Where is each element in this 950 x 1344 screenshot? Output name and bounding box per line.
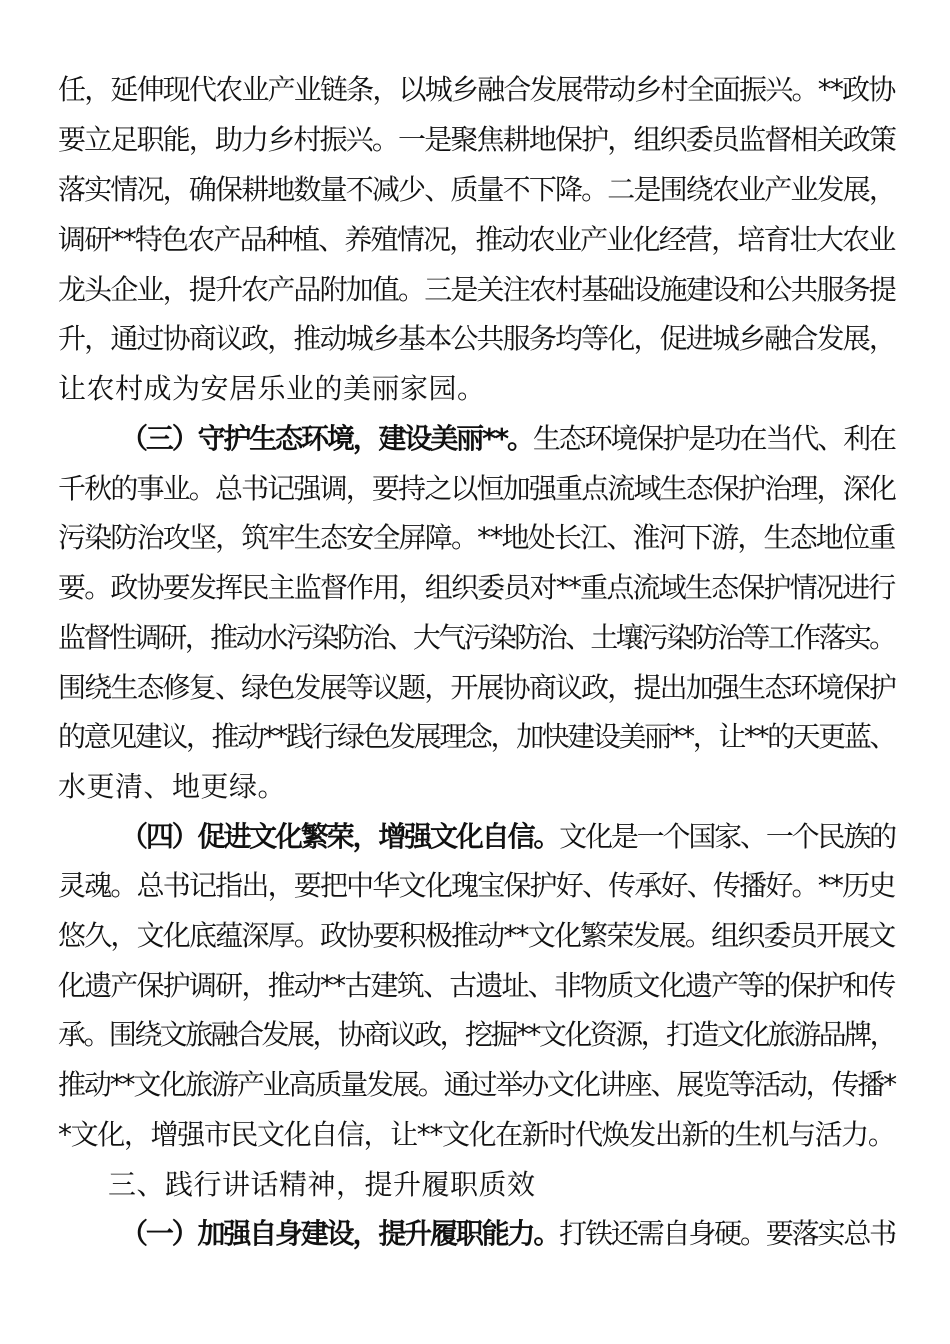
paragraph-line: 水更清、地更绿。	[58, 770, 287, 803]
sub-1-first-line	[120, 1216, 895, 1252]
paragraph-line: 悠久，文化底蕴深厚。政协要积极推动**文化繁荣发展。组织委员开展文	[58, 919, 895, 952]
paragraph-line: 围绕生态修复、绿色发展等议题，开展协商议政，提出加强生态环境保护	[58, 671, 896, 704]
paragraph-line: 要。政协要发挥民主监督作用，组织委员对**重点流域生态保护情况进行	[58, 571, 895, 604]
section-4-first-line	[120, 819, 895, 855]
paragraph-line: 化遗产保护调研，推动**古建筑、古遗址、非物质文化遗产等的保护和传	[58, 969, 895, 1002]
paragraph-line: 的意见建议，推动**践行绿色发展理念，加快建设美丽**，让**的天更蓝、	[58, 720, 896, 753]
paragraph-line: 升，通过协商议政，推动城乡基本公共服务均等化，促进城乡融合发展，	[58, 322, 896, 355]
paragraph-line: 让农村成为安居乐业的美丽家园。	[58, 372, 486, 405]
paragraph-line: 污染防治攻坚，筑牢生态安全屏障。**地处长江、淮河下游，生态地位重	[58, 521, 895, 554]
section-3-heading: （三）守护生态环境，建设美丽**。	[120, 422, 533, 455]
part-3-heading: 三、践行讲话精神，提升履职质效	[108, 1168, 536, 1201]
sub-1-heading: （一）加强自身建设，提升履职能力。	[120, 1217, 560, 1250]
sub-1-first-line-text: 打铁还需自身硬。要落实总书	[559, 1217, 896, 1250]
section-4-first-line-text: 文化是一个国家、一个民族的	[559, 820, 896, 853]
section-4-heading: （四）促进文化繁荣，增强文化自信。	[120, 820, 560, 853]
section-3-first-line-text: 生态环境保护是功在当代、利在	[532, 422, 895, 455]
paragraph-line: 监督性调研，推动水污染防治、大气污染防治、土壤污染防治等工作落实。	[58, 621, 895, 654]
paragraph-line: 灵魂。总书记指出，要把中华文化瑰宝保护好、传承好、传播好。**历史	[58, 869, 895, 902]
paragraph-line: 推动**文化旅游产业高质量发展。通过举办文化讲座、展览等活动，传播*	[58, 1068, 896, 1101]
paragraph-line: 龙头企业，提升农产品附加值。三是关注农村基础设施建设和公共服务提	[58, 273, 896, 306]
section-3-first-line	[120, 421, 895, 457]
paragraph-line: *文化，增强市民文化自信，让**文化在新时代焕发出新的生机与活力。	[58, 1118, 895, 1151]
paragraph-line: 落实情况，确保耕地数量不减少、质量不下降。二是围绕农业产业发展，	[58, 173, 896, 206]
paragraph-line: 调研**特色农产品种植、养殖情况，推动农业产业化经营，培育壮大农业	[58, 223, 895, 256]
paragraph-line: 承。围绕文旅融合发展，协商议政，挖掘**文化资源，打造文化旅游品牌，	[58, 1018, 896, 1051]
paragraph-line: 要立足职能，助力乡村振兴。一是聚焦耕地保护，组织委员监督相关政策	[58, 123, 896, 156]
paragraph-line: 任，延伸现代农业产业链条，以城乡融合发展带动乡村全面振兴。**政协	[58, 73, 895, 106]
paragraph-line: 千秋的事业。总书记强调，要持之以恒加强重点流域生态保护治理，深化	[58, 472, 896, 505]
